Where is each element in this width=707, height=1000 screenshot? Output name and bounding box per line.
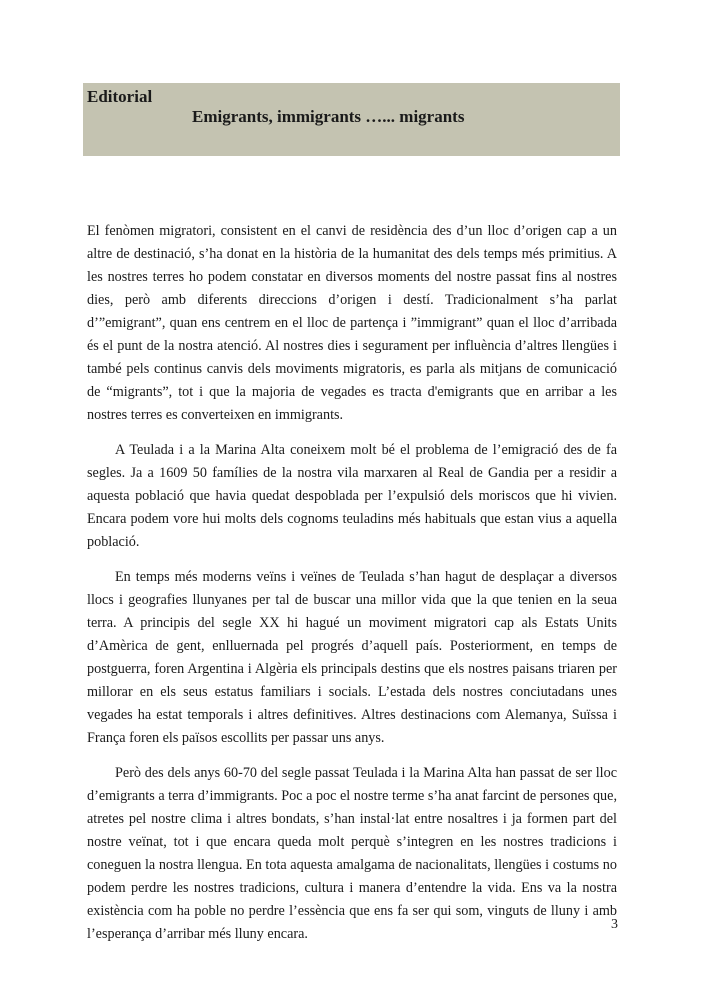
article-paragraph-2: A Teulada i a la Marina Alta coneixem molt bé el problema de l’emigració des de fa segles. Ja a 1609 50 famílies de la nostra vila marxaren al Real de Gandia per a residir a aquesta població que havia quedat despoblada per l’expulsió dels moriscos que hi vivien. Encara podem vore hui molts dels cognoms teuladins més habituals que estan vius a aquella població. — [87, 442, 617, 550]
page-number: 3 — [611, 917, 618, 932]
article-paragraph-4: Però des dels anys 60-70 del segle passat Teulada i la Marina Alta han passat de ser lloc d’emigrants a terra d’immigrants. Poc a poc el nostre terme s’ha anat farcint de persones que, atretes pel nostre clima i altres bondats, s’han instal·lat entre nosaltres i ja formen part del nostre veïnat, tot i que encara queda molt perquè s’integren en les nostres tradicions i coneguen la nostra llengua. En tota aquesta amalgama de nacionalitats, llengües i costums no podem perdre les nostres tradicions, cultura i manera d’entendre la vida. Ens va la nostra existència com ha poble no perdre l’essència que ens fa ser qui som, vinguts de lluny i amb l’esperança d’arribar més lluny encara. — [87, 765, 617, 942]
article-body — [87, 220, 617, 958]
article-paragraph-1: El fenòmen migratori, consistent en el canvi de residència des d’un lloc d’origen cap a un altre de destinació, s’ha donat en la història de la humanitat des dels temps més primitius. A les nostres terres ho podem constatar en diversos moments del nostre passat fins al nostres dies, però amb diferents direccions d’origen i destí. Tradicionalment s’ha parlat d’”emigrant”, quan ens centrem en el lloc de partença i ”immigrant” quan el lloc d’arribada és el punt de la nostra atenció. Al nostres dies i segurament per influència d’altres llengües i també pels continus canvis dels moviments migratoris, es parla als mitjans de comunicació de “migrants”, tot i que la majoria de vegades es tracta d'emigrants que en arribar a les nostres terres es converteixen en immigrants. — [87, 223, 617, 423]
editorial-header-box — [83, 83, 620, 156]
article-paragraph-3: En temps més moderns veïns i veïnes de Teulada s’han hagut de desplaçar a diversos llocs i geografies llunyanes per tal de buscar una millor vida que la que tenien en la seua terra. A principis del segle XX hi hagué un moviment migratori cap als Estats Units d’Amèrica de gent, enlluernada pel progrés d’aquell país. Posteriorment, en temps de postguerra, foren Argentina i Algèria els principals destins que els nostres paisans triaren per millorar en els seus estatus familiars i socials. L’estada dels nostres conciutadans unes vegades ha estat temporals i altres definitives. Altres destinacions com Alemanya, Suïssa i França foren els països escollits per passar uns anys. — [87, 569, 617, 746]
section-label: Editorial — [87, 87, 153, 106]
editorial-title: Emigrants, immigrants …... migrants — [192, 107, 465, 126]
